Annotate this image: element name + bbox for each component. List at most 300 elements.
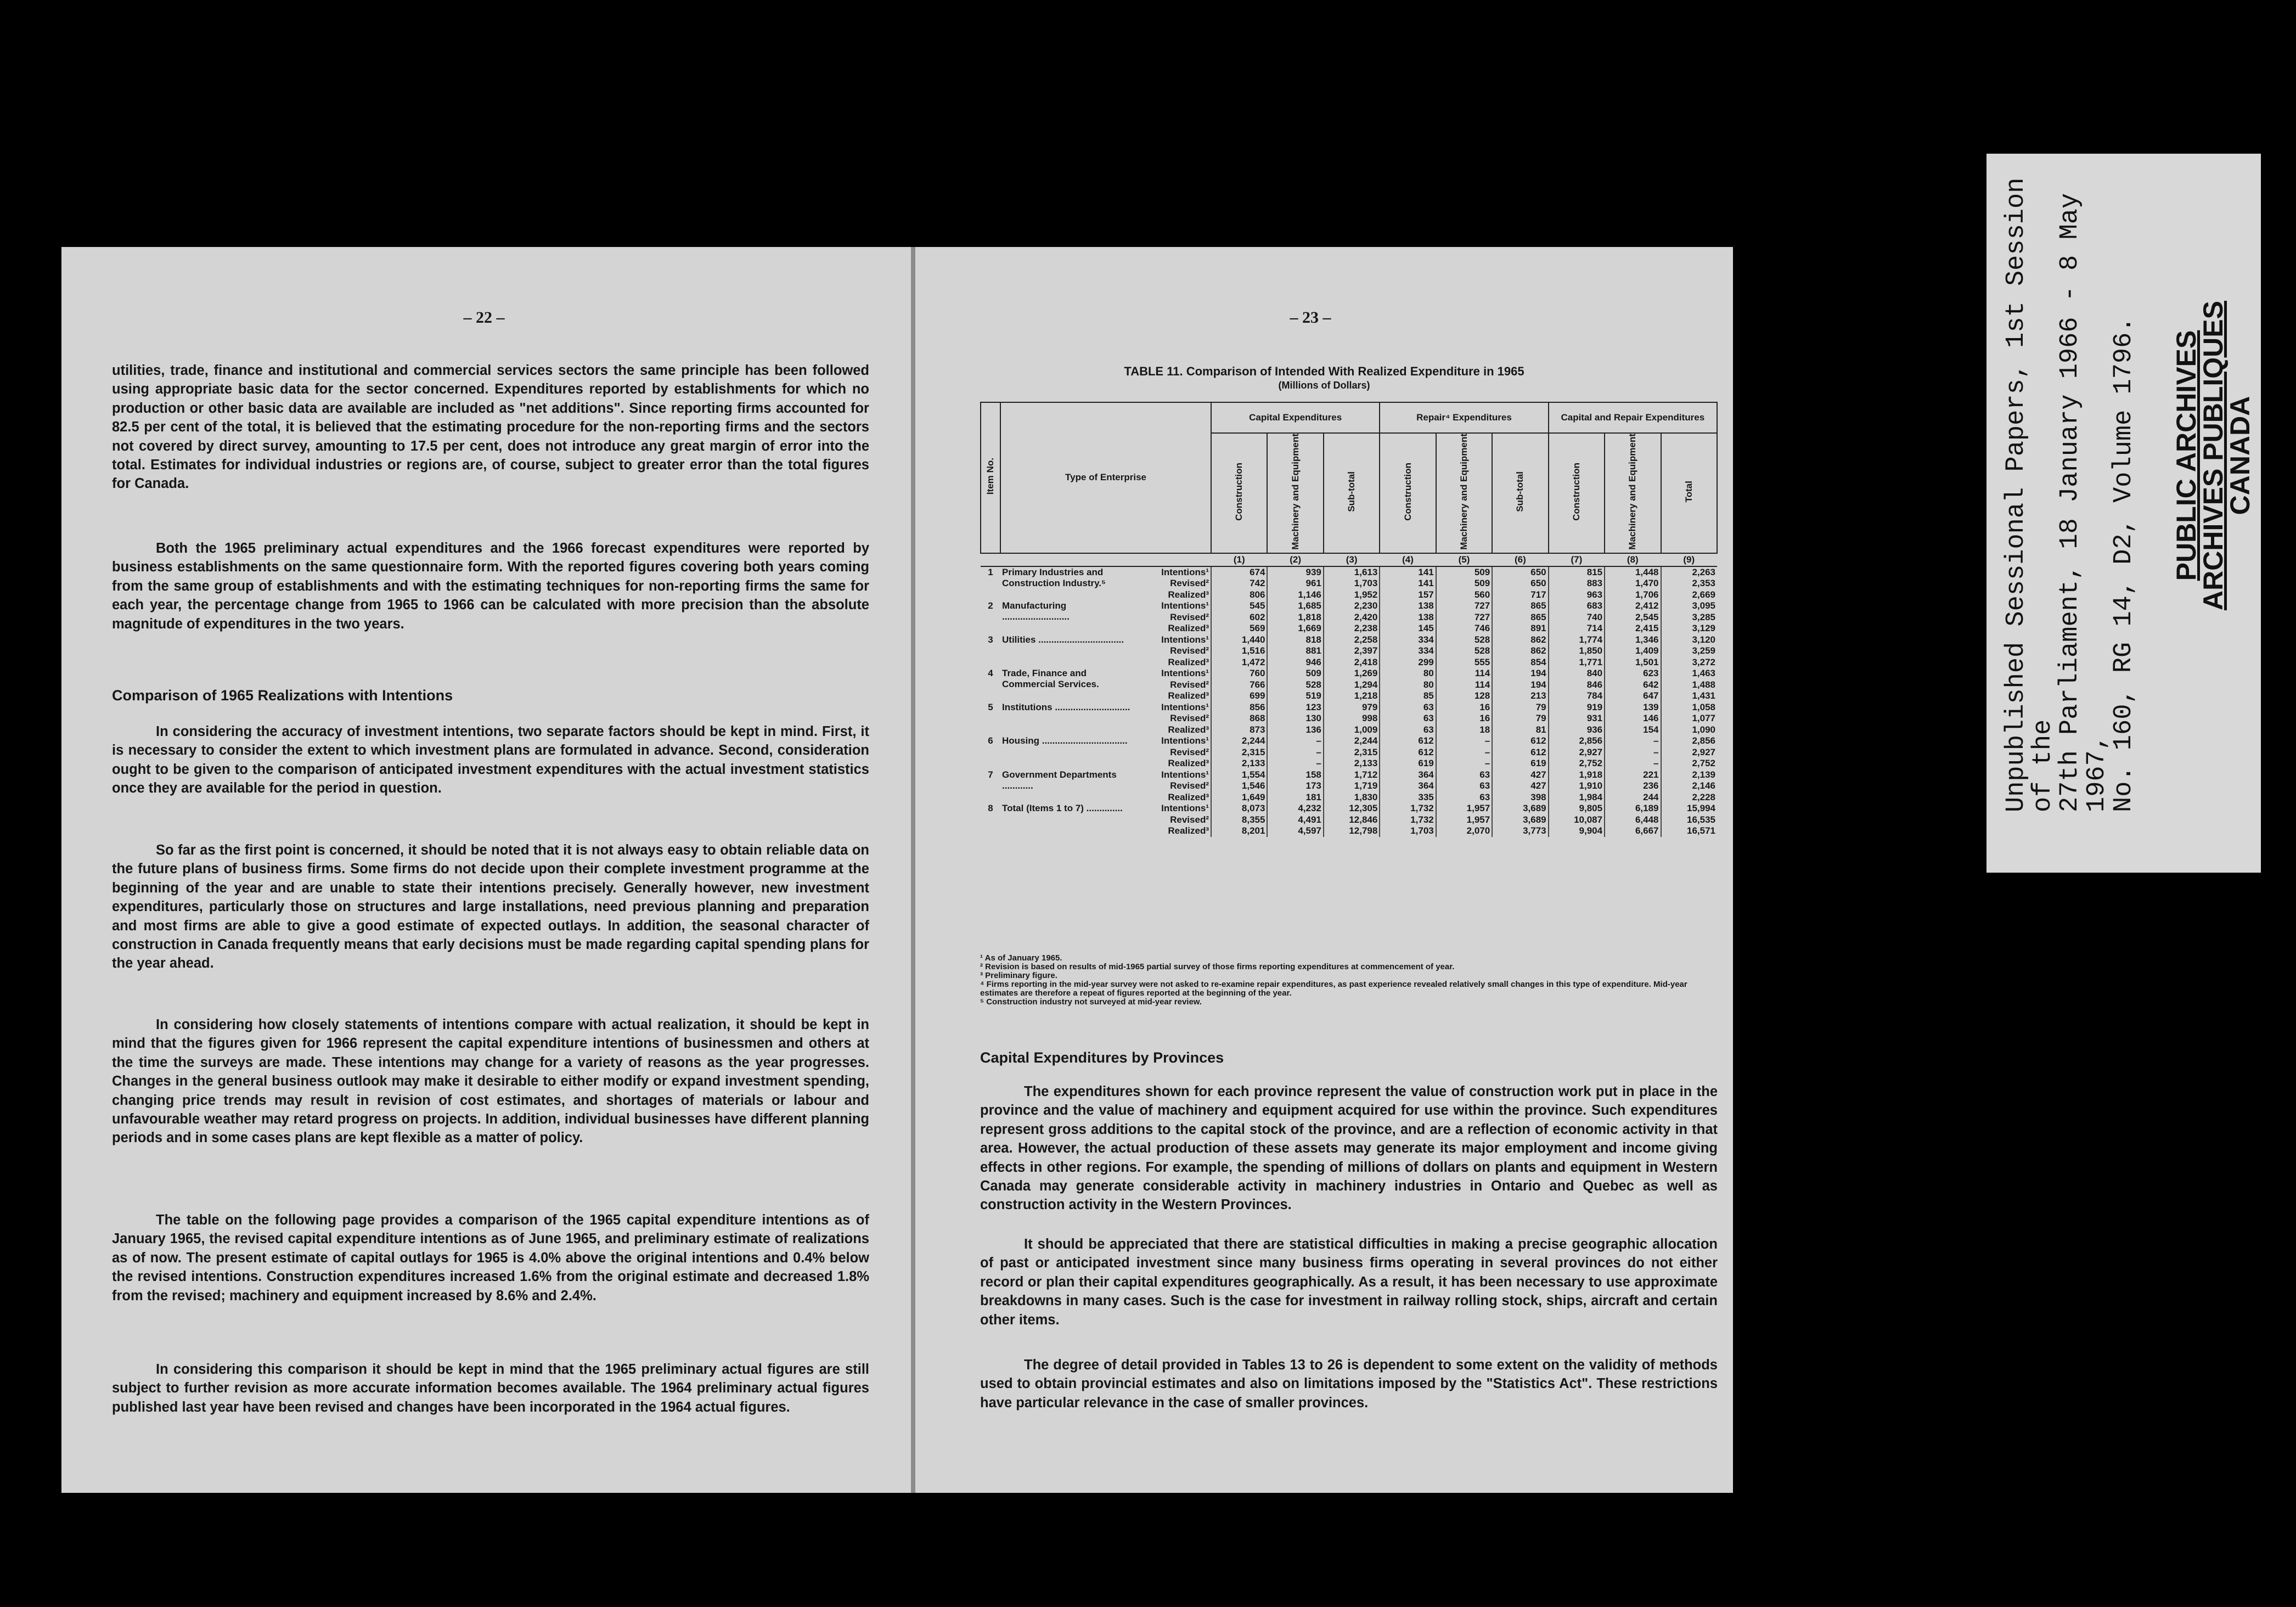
value-cell [1380, 566, 1436, 601]
value-cell [1380, 769, 1436, 804]
value: 335 [1418, 791, 1434, 802]
paragraph: In considering the accuracy of investment intentions, two separate factors should be kept in mind. First, it is necessary to consider the extent to which investment plans are formulated in advance. Second, consideration ought to be given to the comparison of anticipated investment expenditures with the actual investment statistics once they are available for the period in question. [112, 724, 869, 796]
value-cell [1605, 702, 1661, 736]
value-cell [1605, 566, 1661, 601]
row-label: Revised² [1170, 746, 1209, 757]
item-number: 3 [988, 634, 993, 645]
value: – [1316, 735, 1321, 746]
row-label: Realized³ [1168, 825, 1209, 836]
row-label: Revised² [1170, 713, 1209, 724]
value-cell [1492, 803, 1548, 837]
value: 2,228 [1692, 791, 1715, 802]
value-cell [1661, 634, 1718, 668]
enterprise-type: Total (Items 1 to 7) .............. [1002, 803, 1123, 814]
archive-stamp [2173, 263, 2254, 648]
value: 141 [1418, 566, 1434, 577]
value: 528 [1305, 679, 1321, 690]
value-cell [1436, 600, 1492, 634]
value: 931 [1586, 713, 1603, 724]
value: 891 [1530, 623, 1546, 634]
value: 509 [1474, 578, 1490, 589]
row-label: Intentions¹ [1161, 701, 1209, 712]
citation-line: 27th Parliament, 18 January 1966 - 8 May 1967, [2056, 193, 2112, 812]
value: 683 [1586, 600, 1603, 611]
value-cell [1380, 600, 1436, 634]
row-labels [1138, 702, 1211, 736]
value: 1,685 [1298, 600, 1321, 611]
row-label: Realized³ [1168, 791, 1209, 802]
value: 1,269 [1354, 668, 1378, 679]
table-row [981, 769, 1717, 804]
value: 427 [1530, 769, 1546, 780]
value: 650 [1530, 578, 1546, 589]
value: 1,957 [1466, 803, 1490, 814]
value: 8,355 [1241, 814, 1265, 825]
value: 1,009 [1354, 724, 1378, 735]
value-cell [1324, 702, 1380, 736]
value: 1,706 [1635, 589, 1659, 600]
value: 1,984 [1579, 791, 1603, 802]
item-number: 5 [988, 701, 993, 712]
right-page [915, 247, 1733, 1493]
value: 128 [1474, 690, 1490, 701]
value-cell [1661, 803, 1718, 837]
stamp-line: ARCHIVES PUBLIQUES [2198, 301, 2229, 610]
value: 569 [1250, 623, 1265, 634]
col-header: Machinery and Equipment [1436, 433, 1492, 553]
value: 3,773 [1523, 825, 1546, 836]
value: 862 [1530, 645, 1546, 656]
value: 15,994 [1687, 803, 1715, 814]
value: – [1484, 758, 1490, 769]
table-row [981, 803, 1717, 837]
value: 818 [1305, 634, 1321, 645]
value-cell [1492, 566, 1548, 601]
value: 79 [1535, 713, 1546, 724]
row-labels [1138, 566, 1211, 601]
value: – [1316, 758, 1321, 769]
value: 3,285 [1692, 611, 1715, 622]
value: 1,712 [1354, 769, 1378, 780]
value: 612 [1530, 735, 1546, 746]
value: 509 [1474, 566, 1490, 577]
value-cell [1267, 600, 1323, 634]
value-cell [1605, 803, 1661, 837]
value-cell [1661, 769, 1718, 804]
value-cell [1436, 634, 1492, 668]
value: 334 [1418, 645, 1434, 656]
value: 16 [1479, 713, 1490, 724]
row-label: Intentions¹ [1161, 769, 1209, 780]
value: 1,732 [1410, 814, 1434, 825]
value: 16,535 [1687, 814, 1715, 825]
value: 130 [1305, 713, 1321, 724]
value-cell [1661, 600, 1718, 634]
value: 1,440 [1241, 634, 1265, 645]
row-label: Revised² [1170, 611, 1209, 622]
value: 862 [1530, 634, 1546, 645]
enterprise-type: Manufacturing .......................... [1002, 600, 1070, 622]
value: 80 [1423, 668, 1434, 679]
footnote: ⁴ Firms reporting in the mid-year survey were not asked to re-examine repair expenditures, as past experience revealed relatively small changes in this type of expenditure. Mid-year estimates are therefore a repeat of figures reported at the beginning of the year. [980, 980, 1687, 998]
table-row [981, 735, 1717, 769]
value-cell [1211, 668, 1267, 702]
value: 63 [1479, 769, 1490, 780]
value: 1,218 [1354, 690, 1378, 701]
value: 1,146 [1298, 589, 1321, 600]
value: 63 [1479, 780, 1490, 791]
value: 2,927 [1692, 746, 1715, 757]
value-cell [1324, 769, 1380, 804]
value: 1,732 [1410, 803, 1434, 814]
value: 560 [1474, 589, 1490, 600]
value: 2,669 [1692, 589, 1715, 600]
value: 1,703 [1410, 825, 1434, 836]
value: 213 [1530, 690, 1546, 701]
value: 427 [1530, 780, 1546, 791]
value: 742 [1250, 578, 1265, 589]
value: 1,409 [1635, 645, 1659, 656]
footnote: ¹ As of January 1965. [980, 953, 1062, 963]
value: 1,910 [1579, 780, 1603, 791]
table-title: TABLE 11. Comparison of Intended With Realized Expenditure in 1965 [1124, 364, 1524, 378]
col-number: (5) [1436, 553, 1492, 566]
value: 10,087 [1574, 814, 1603, 825]
col-header: Machinery and Equipment [1267, 433, 1323, 553]
value-cell [1436, 702, 1492, 736]
value: 545 [1250, 600, 1265, 611]
value-cell [1380, 735, 1436, 769]
value: 727 [1474, 600, 1490, 611]
row-label: Intentions¹ [1161, 735, 1209, 746]
value: 2,420 [1354, 611, 1378, 622]
value: 1,431 [1692, 690, 1715, 701]
value: 63 [1423, 701, 1434, 712]
value: 963 [1586, 589, 1603, 600]
value-cell [1549, 566, 1605, 601]
paragraph: utilities, trade, finance and institutional and commercial services sectors the same principle has been followed using appropriate basic data for the sector concerned. Expenditures reported by establishments for which no production or other basic data are available are included as "net additions". Since reporting firms accounted for 82.5 per cent of the total, it is believed that the estimating procedure for the non-reporting firms and the sectors not covered by direct survey, amounting to 17.5 per cent, does not introduce any great margin of error into the total. Estimates for individual industries or regions are, of course, subject to greater error than the total figures for Canada. [112, 363, 869, 492]
col-header: Construction [1549, 433, 1605, 553]
value: – [1653, 758, 1659, 769]
row-labels [1138, 668, 1211, 702]
enterprise-type: Institutions ............................. [1002, 701, 1130, 712]
value-cell [1324, 803, 1380, 837]
value: 2,315 [1354, 746, 1378, 757]
value: 1,719 [1354, 780, 1378, 791]
value: – [1484, 735, 1490, 746]
value: 1,346 [1635, 634, 1659, 645]
value-cell [1324, 668, 1380, 702]
value: – [1316, 746, 1321, 757]
value: 619 [1418, 758, 1434, 769]
value: 194 [1530, 668, 1546, 679]
value: 647 [1643, 690, 1659, 701]
value: 2,244 [1354, 735, 1378, 746]
value: 4,597 [1298, 825, 1321, 836]
value: – [1653, 735, 1659, 746]
row-label: Realized³ [1168, 758, 1209, 769]
value-cell [1324, 566, 1380, 601]
value: 881 [1305, 645, 1321, 656]
value-cell [1492, 735, 1548, 769]
value-cell [1436, 566, 1492, 601]
value-cell [1211, 769, 1267, 804]
row-label: Intentions¹ [1161, 803, 1209, 814]
value: 2,415 [1635, 623, 1659, 634]
value: 2,545 [1635, 611, 1659, 622]
value: 2,146 [1692, 780, 1715, 791]
value: 3,120 [1692, 634, 1715, 645]
value: 1,294 [1354, 679, 1378, 690]
value: 2,752 [1692, 758, 1715, 769]
value: 2,353 [1692, 578, 1715, 589]
value: 141 [1418, 578, 1434, 589]
value-cell [1380, 702, 1436, 736]
row-label: Intentions¹ [1161, 668, 1209, 679]
value: 961 [1305, 578, 1321, 589]
value: 760 [1250, 668, 1265, 679]
value: 1,090 [1692, 724, 1715, 735]
value: 806 [1250, 589, 1265, 600]
archive-citation [2003, 154, 2137, 812]
value: 12,798 [1349, 825, 1378, 836]
value-cell [1661, 735, 1718, 769]
col-number: (2) [1267, 553, 1323, 566]
table-row [981, 634, 1717, 668]
value: 979 [1361, 701, 1378, 712]
citation-line: Unpublished Sessional Papers, 1st Session of the [2002, 177, 2058, 812]
value: 612 [1418, 746, 1434, 757]
item-number: 2 [988, 600, 993, 611]
value: 364 [1418, 780, 1434, 791]
value: 1,649 [1241, 791, 1265, 802]
page-number: – 23 – [1290, 308, 1331, 327]
col-number: (9) [1661, 553, 1718, 566]
paragraph: It should be appreciated that there are statistical difficulties in making a precise geographic allocation of past or anticipated investment since many business firms operating in several provinces do not either record or plan their capital expenditures geographically. As a result, it has been necessary to use approximate breakdowns in many cases. Such is the case for investment in railway rolling stock, ships, aircraft and certain other items. [980, 1237, 1718, 1328]
value-cell [1267, 566, 1323, 601]
value: 998 [1361, 713, 1378, 724]
left-page [61, 247, 918, 1493]
enterprise-type: Primary Industries and Construction Industry.⁵ [1002, 566, 1106, 588]
value-cell [1436, 803, 1492, 837]
paragraph: In considering how closely statements of intentions compare with actual realization, it should be kept in mind that the figures given for 1966 represent the capital expenditure intentions of businessmen and others at the time the surveys are made. These intentions may change for a variety of reasons as the year progresses. Changes in the general business outlook may make it desirable to either modify or expand investment spending, changing price trends may result in revision of cost estimates, and shortages of materials or labour and unfavourable weather may retard progress on projects. In addition, individual businesses have different planning periods and in some cases plans are kept flexible as a matter of policy. [112, 1017, 869, 1146]
value: 6,189 [1635, 803, 1659, 814]
data-table [980, 402, 1718, 837]
value: 114 [1475, 679, 1490, 690]
row-label: Revised² [1170, 814, 1209, 825]
value: 727 [1474, 611, 1490, 622]
value: 1,488 [1692, 679, 1715, 690]
paragraph: The degree of detail provided in Tables 13 to 26 is dependent to some extent on the validity of methods used to obtain provincial estimates and also on limitations imposed by the "Statistics Act". These restrictions have particular relevance in the case of smaller provinces. [980, 1357, 1718, 1411]
value: 1,058 [1692, 701, 1715, 712]
value-cell [1436, 769, 1492, 804]
value: 9,904 [1579, 825, 1603, 836]
item-number: 6 [988, 735, 993, 746]
value: 181 [1305, 791, 1321, 802]
paragraph: The expenditures shown for each province represent the value of construction work put in place in the province and the value of machinery and equipment acquired for use within the province. Such expenditures represent gross additions to the capital stock of the province, and are a reflection of economic activity in that area. However, the actual production of these assets may generate its major employment and income giving effects in other regions. For example, the spending of millions of dollars on plants and equipment in Western Canada may generate considerable activity in machinery industries in Ontario and Quebec as well as construction activity in the Western Provinces. [980, 1084, 1718, 1213]
value-cell [1324, 735, 1380, 769]
value: 3,272 [1692, 656, 1715, 667]
section-heading: Comparison of 1965 Realizations with Intentions [112, 687, 453, 704]
value: 158 [1305, 769, 1321, 780]
citation-line: No. 160, RG 14, D2, Volume 1796. [2109, 317, 2139, 812]
item-number: 8 [988, 803, 993, 814]
value: 9,805 [1579, 803, 1603, 814]
value: 8,201 [1241, 825, 1265, 836]
value: – [1484, 746, 1490, 757]
value: 364 [1418, 769, 1434, 780]
paragraph: Both the 1965 preliminary actual expenditures and the 1966 forecast expenditures were reported by business establishments on the same questionnaire form. With the reported figures covering both years coming from the same group of establishments and with the estimating techniques for non-reporting firms the same for each year, the percentage change from 1965 to 1966 can be calculated with more precision than the absolute magnitude of expenditures in the two years. [112, 541, 869, 632]
value: 2,856 [1692, 735, 1715, 746]
value: 16 [1479, 701, 1490, 712]
value: 3,129 [1692, 623, 1715, 634]
paragraph: The table on the following page provides a comparison of the 1965 capital expenditure intentions as of January 1965, the revised capital expenditure intentions as of June 1965, and preliminary estimate of realizations as of now. The present estimate of capital outlays for 1965 is 4.0% above the original intentions and 0.4% below the revised intentions. Construction expenditures increased 1.6% from the original estimate and decreased 1.8% from the revised; machinery and equipment increased by 8.6% and 2.4%. [112, 1212, 869, 1303]
col-number: (1) [1211, 553, 1267, 566]
row-label: Realized³ [1168, 623, 1209, 634]
table-row [981, 668, 1717, 702]
value: 784 [1586, 690, 1603, 701]
value: 244 [1643, 791, 1659, 802]
value: 1,613 [1354, 566, 1378, 577]
value: 1,546 [1241, 780, 1265, 791]
col-header: Sub-total [1324, 433, 1380, 553]
value: 16,571 [1687, 825, 1715, 836]
footnote: ⁵ Construction industry not surveyed at mid-year review. [980, 997, 1202, 1007]
value-cell [1211, 600, 1267, 634]
value: 2,230 [1354, 600, 1378, 611]
value-cell [1436, 735, 1492, 769]
value-cell [1549, 634, 1605, 668]
col-header: Construction [1380, 433, 1436, 553]
value-cell [1267, 735, 1323, 769]
footnote: ² Revision is based on results of mid-1965 partial survey of those firms reporting expenditures at commencement of year. [980, 962, 1455, 971]
stamp-line: CANADA [2225, 396, 2255, 515]
value: 398 [1530, 791, 1546, 802]
value: 1,669 [1298, 623, 1321, 634]
col-number: (4) [1380, 553, 1436, 566]
item-no-header: Item No. [981, 402, 1000, 553]
value: 939 [1305, 566, 1321, 577]
value: 936 [1586, 724, 1603, 735]
value: 642 [1643, 679, 1659, 690]
value: 619 [1530, 758, 1546, 769]
table-subtitle: (Millions of Dollars) [1278, 380, 1370, 391]
value-cell [1549, 735, 1605, 769]
row-label: Intentions¹ [1161, 566, 1209, 577]
value-cell [1324, 634, 1380, 668]
page-number: – 22 – [463, 308, 505, 327]
table-row [981, 702, 1717, 736]
value: 80 [1423, 679, 1434, 690]
value-cell [1267, 634, 1323, 668]
paragraph: So far as the first point is concerned, it should be noted that it is not always easy to obtain reliable data on the future plans of business firms. Some firms do not decide upon their complete investment programme at the beginning of the year and are unable to state their intentions precisely. Generally however, new investment expenditures, particularly those on structures and large installations, need previous planning and preparation and most firms are able to give a good estimate of expected outlays. In addition, the seasonal character of construction in Canada frequently means that early decisions must be made regarding capital spending plans for the year ahead. [112, 842, 869, 971]
value: 612 [1418, 735, 1434, 746]
value-cell [1605, 600, 1661, 634]
value: 2,927 [1579, 746, 1603, 757]
value: 612 [1530, 746, 1546, 757]
value: 1,501 [1635, 656, 1659, 667]
value-cell [1267, 803, 1323, 837]
value: 946 [1305, 656, 1321, 667]
value: 1,771 [1579, 656, 1603, 667]
value: 740 [1586, 611, 1603, 622]
value: 12,846 [1349, 814, 1378, 825]
value-cell [1605, 735, 1661, 769]
value-cell [1605, 769, 1661, 804]
value: 919 [1586, 701, 1603, 712]
value: 299 [1418, 656, 1434, 667]
value: 81 [1535, 724, 1546, 735]
section-heading: Capital Expenditures by Provinces [980, 1049, 1224, 1066]
value: 123 [1305, 701, 1321, 712]
repair-group-header: Repair⁴ Expenditures [1380, 402, 1548, 433]
row-label: Intentions¹ [1161, 634, 1209, 645]
value-cell [1324, 600, 1380, 634]
value-cell [1492, 702, 1548, 736]
value-cell [1605, 668, 1661, 702]
col-number: (6) [1492, 553, 1548, 566]
value: 2,244 [1241, 735, 1265, 746]
value: 63 [1423, 713, 1434, 724]
value: 1,554 [1241, 769, 1265, 780]
value: 154 [1643, 724, 1659, 735]
row-labels [1138, 600, 1211, 634]
value-cell [1492, 668, 1548, 702]
value: 145 [1418, 623, 1434, 634]
value: 873 [1250, 724, 1265, 735]
value: 1,077 [1692, 713, 1715, 724]
value: 528 [1474, 634, 1490, 645]
value-cell [1549, 803, 1605, 837]
value: 815 [1586, 566, 1603, 577]
value: 2,397 [1354, 645, 1378, 656]
value: 883 [1586, 578, 1603, 589]
value: 1,818 [1298, 611, 1321, 622]
item-number: 4 [988, 668, 993, 679]
value: 1,850 [1579, 645, 1603, 656]
value-cell [1661, 566, 1718, 601]
value: 2,133 [1241, 758, 1265, 769]
value: 3,689 [1523, 814, 1546, 825]
col-header: Machinery and Equipment [1605, 433, 1661, 553]
value: 623 [1643, 668, 1659, 679]
value: 519 [1305, 690, 1321, 701]
value: – [1653, 746, 1659, 757]
value: 650 [1530, 566, 1546, 577]
value: 194 [1530, 679, 1546, 690]
value-cell [1492, 634, 1548, 668]
value: 2,070 [1466, 825, 1490, 836]
value: 146 [1643, 713, 1659, 724]
row-labels [1138, 634, 1211, 668]
row-label: Realized³ [1168, 690, 1209, 701]
value: 1,516 [1241, 645, 1265, 656]
row-label: Intentions¹ [1161, 600, 1209, 611]
value: 4,232 [1298, 803, 1321, 814]
value: 868 [1250, 713, 1265, 724]
enterprise-type: Trade, Finance and Commercial Services. [1002, 668, 1099, 690]
value: 6,667 [1635, 825, 1659, 836]
value: 699 [1250, 690, 1265, 701]
value-cell [1661, 702, 1718, 736]
value: 138 [1418, 611, 1434, 622]
value: 714 [1586, 623, 1603, 634]
value: 856 [1250, 701, 1265, 712]
value-cell [1211, 566, 1267, 601]
value: 2,238 [1354, 623, 1378, 634]
value: 1,774 [1579, 634, 1603, 645]
row-label: Revised² [1170, 780, 1209, 791]
